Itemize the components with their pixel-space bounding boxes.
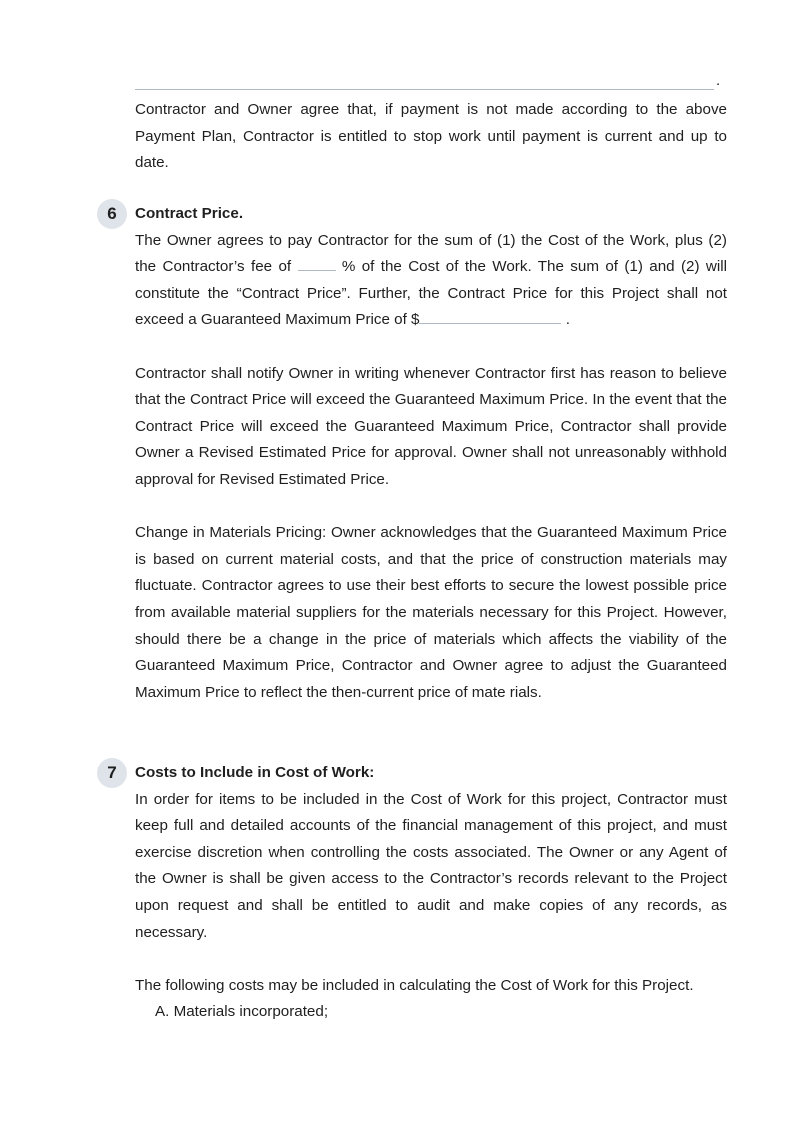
section-6-paragraph-3: Change in Materials Pricing: Owner acknowledges that the Guaranteed Maximum Price is based on current material costs, and that the price of construction materials may fluctuate. Contractor agrees to use their best efforts to secure the lowest possible price from available material suppliers for the materials necessary for this Project. However, should there be a change in the price of materials which affects the viability of the Guaranteed Maximum Price, Contractor and Owner agree to adjust the Guaranteed Maximum Price to reflect the then-current price of mate rials. <box>135 524 727 701</box>
section-6-title: Contract Price. <box>135 205 244 222</box>
payment-clause-block <box>135 97 727 177</box>
payment-plan-blank-line <box>135 89 714 90</box>
contractor-fee-percent-blank <box>298 256 336 271</box>
section-6-contract-price <box>135 201 727 706</box>
cost-list-item-a: A. Materials incorporated; <box>155 1003 329 1021</box>
section-7-paragraph-1: In order for items to be included in the Cost of Work for this project, Contractor must keep full and detailed accounts of the financial management of this project, and must exercise discretion when controlling the costs associated. The Owner or any Agent of the Owner is shall be given access to the Contractor’s records relevant to the Project upon request and shall be entitled to audit and make copies of any records, as necessary. <box>135 790 727 941</box>
section-6-p1-text-a: The Owner agrees to pay Contractor for the sum of (1) the Cost of the Work, plus (2) the Contractor’s fee of <box>135 231 727 276</box>
section-7-number-badge: 7 <box>97 758 127 788</box>
section-7-cost-of-work <box>135 760 727 1026</box>
section-6-p1-text-c: . <box>561 311 570 329</box>
payment-clause-paragraph: Contractor and Owner agree that, if payment is not made according to the above Payment Plan, Contractor is entitled to stop work until payment is current and up to date. <box>135 101 727 172</box>
section-7-paragraph-2: The following costs may be included in calculating the Cost of Work for this Project. <box>135 976 694 994</box>
guaranteed-maximum-price-blank <box>419 309 561 324</box>
section-7-title: Costs to Include in Cost of Work: <box>135 764 375 781</box>
payment-plan-trailing-period: . <box>716 72 721 89</box>
section-6-number-badge: 6 <box>97 199 127 229</box>
section-6-paragraph-1 <box>135 228 727 334</box>
section-6-paragraph-2: Contractor shall notify Owner in writing whenever Contractor first has reason to believe that the Contract Price will exceed the Guaranteed Maximum Price. In the event that the Contract Price will exceed the Guaranteed Maximum Price, Contractor shall provide Owner a Revised Estimated Price for approval. Owner shall not unreasonably withhold approval for Revised Estimated Price. <box>135 364 727 488</box>
section-6-p1-text-b: % of the Cost of the Work. The sum of (1) and (2) will constitute the “Contract Price”. Further, the Contract Price for this Project shall not exceed a Guaranteed Maximum Price of $ <box>135 258 727 329</box>
